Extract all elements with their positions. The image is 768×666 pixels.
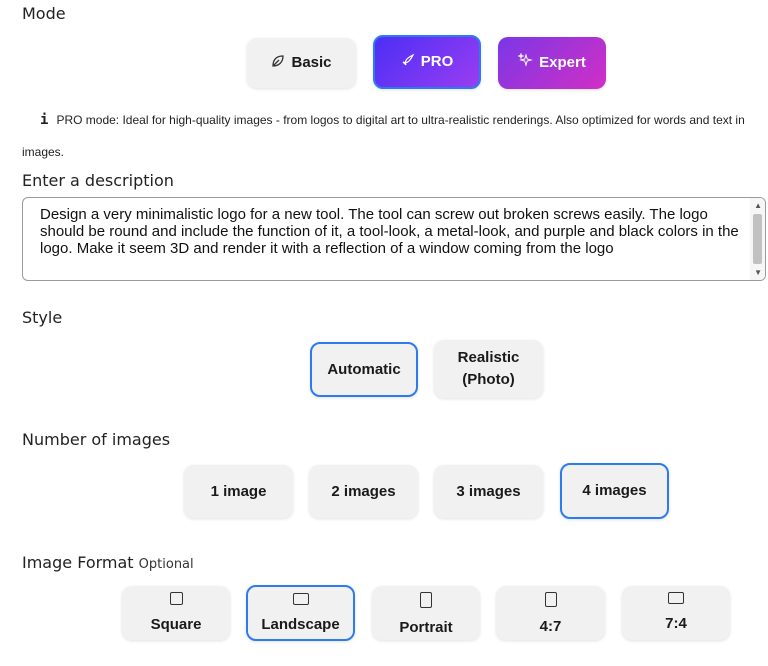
style-label: Style (22, 308, 63, 327)
style-realistic-button[interactable] (434, 340, 543, 398)
mode-label: Mode (22, 4, 66, 23)
format-landscape-button[interactable] (246, 585, 355, 641)
count-3-label: 3 images (456, 482, 521, 500)
rocket-icon (401, 51, 415, 73)
count-4-button[interactable] (560, 463, 669, 519)
mode-expert-button[interactable] (498, 37, 606, 89)
count-3-button[interactable] (434, 465, 543, 518)
style-automatic-button[interactable] (310, 342, 418, 397)
mode-pro-label: PRO (420, 53, 454, 70)
format-label (22, 553, 194, 572)
mode-pro-button[interactable] (373, 35, 481, 89)
format-7-4-label: 7:4 (665, 615, 687, 632)
ratio-7-4-icon (668, 592, 684, 604)
mode-basic-label: Basic (291, 54, 332, 71)
count-2-label: 2 images (331, 482, 396, 500)
count-label: Number of images (22, 430, 171, 449)
format-optional-label: Optional (138, 557, 194, 572)
format-square-label: Square (150, 616, 202, 633)
format-4-7-button[interactable] (496, 586, 605, 640)
style-realistic-label: Realistic (Photo) (457, 349, 520, 388)
mode-info (22, 104, 762, 168)
format-4-7-label: 4:7 (539, 618, 562, 635)
square-icon (170, 592, 183, 605)
format-landscape-label: Landscape (261, 616, 340, 633)
count-4-label: 4 images (582, 482, 647, 499)
format-square-button[interactable] (122, 586, 230, 640)
description-textarea[interactable] (22, 197, 766, 281)
portrait-icon (420, 592, 432, 608)
description-text[interactable]: Design a very minimalistic logo for a new tool. The tool can screw out broken screws easily. The logo should be round and include the function of it, a tool-look, a metal-look, and purple and black colors in the logo. Make it seem 3D and render it with a reflection of a window coming from the logo (40, 206, 739, 257)
count-1-label: 1 image (210, 482, 267, 500)
mode-info-text: PRO mode: Ideal for high-quality images - from logos to digital art to ultra-realistic renderings. Also optimized for words and text in images. (22, 113, 745, 159)
ratio-4-7-icon (545, 592, 557, 607)
leaf-icon (271, 52, 285, 74)
count-2-button[interactable] (309, 465, 418, 518)
count-1-button[interactable] (184, 465, 293, 518)
scroll-thumb[interactable] (753, 214, 762, 264)
mode-expert-label: Expert (539, 54, 586, 71)
landscape-icon (293, 593, 309, 605)
info-icon: i (40, 112, 49, 128)
mode-basic-button[interactable] (247, 38, 356, 88)
format-portrait-button[interactable] (372, 586, 480, 640)
description-label: Enter a description (22, 171, 174, 190)
sparkles-icon (518, 52, 533, 74)
format-label-text: Image Format (22, 553, 134, 572)
scroll-up-icon[interactable]: ▲ (754, 201, 762, 210)
description-scrollbar[interactable] (750, 198, 765, 280)
style-automatic-label: Automatic (327, 360, 401, 378)
format-7-4-button[interactable] (622, 586, 730, 640)
scroll-down-icon[interactable]: ▼ (754, 268, 762, 277)
format-portrait-label: Portrait (399, 619, 453, 636)
